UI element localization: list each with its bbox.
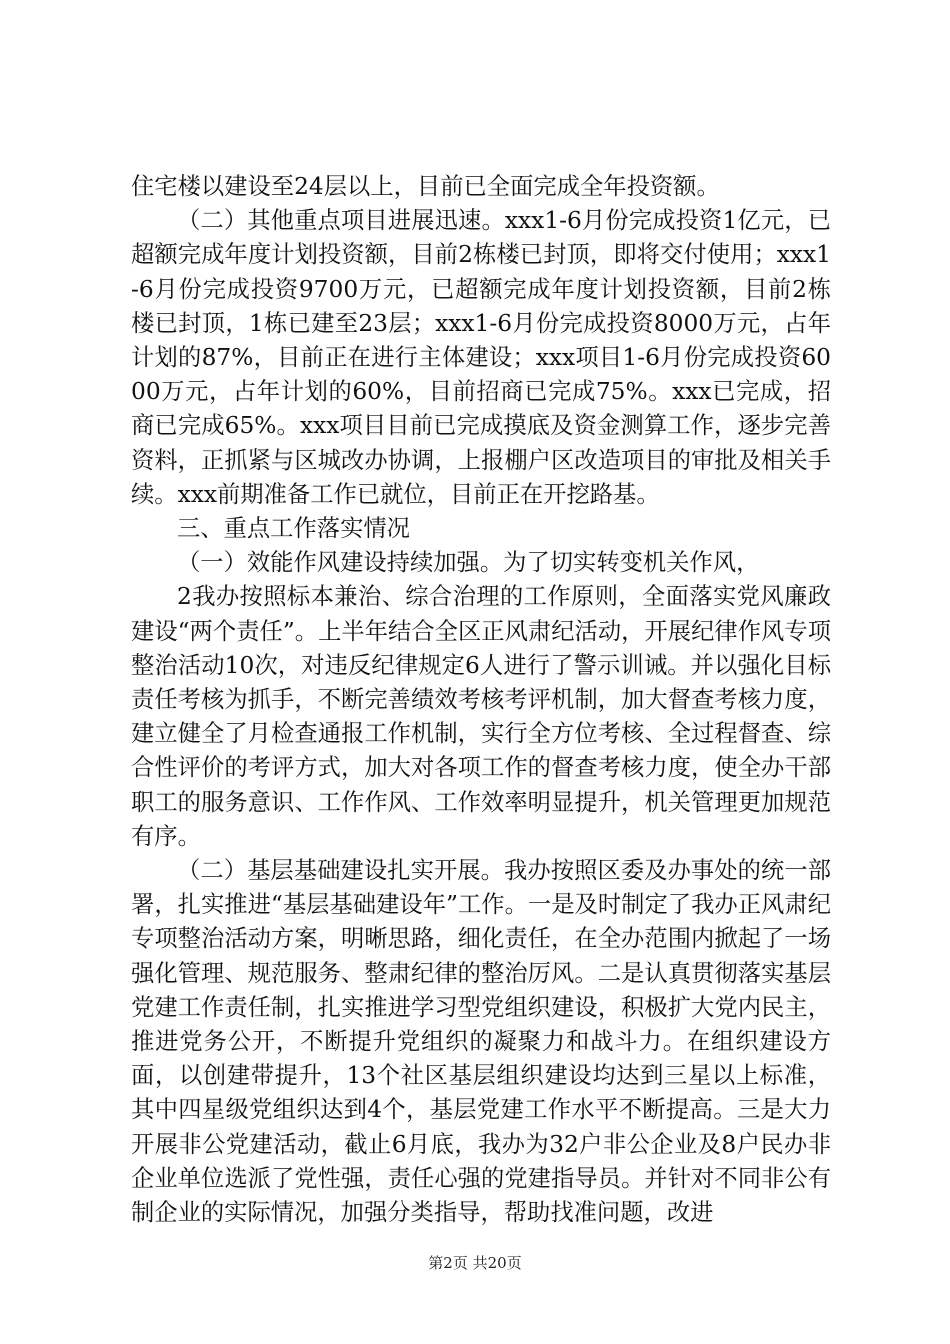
section-heading: 三、重点工作落实情况 — [177, 515, 410, 543]
paragraph-grassroots: （二）基层基础建设扎实开展。我办按照区委及办事处的统一部署，扎实推进“基层基础建设年”工作。一是及时制定了我办正风肃纪专项整治活动方案，明晰思路，细化责任，在全办范围内掀起了一场强化管理、规范服务、整肃纪律的整治厉风。二是认真贯彻落实基层党建工作责任制，扎实推进学习型党组织建设，积极扩大党内民主，推进党务公开，不断提升党组织的凝聚力和战斗力。在组织建设方面，以创建带提升，13个社区基层组织建设均达到三星以上标准，其中四星级党组织达到4个，基层党建工作水平不断提高。三是大力开展非公党建活动，截止6月底，我办为32户非公企业及8户民办非企业单位选派了党性强，责任心强的党建指导员。并针对不同非公有制企业的实际情况，加强分类指导，帮助找准问题，改进 — [131, 857, 831, 1227]
document-body — [131, 170, 831, 1230]
page-number-footer: 第2页 共20页 — [428, 1254, 522, 1272]
paragraph-efficiency-style: （一）效能作风建设持续加强。为了切实转变机关作风， — [177, 549, 760, 577]
paragraph-continuation: 住宅楼以建设至24层以上，目前已全面完成全年投资额。 — [131, 173, 720, 200]
paragraph-key-projects: （二）其他重点项目进展迅速。xxx1-6月份完成投资1亿元，已超额完成年度计划投资额，目前2栋楼已封顶，即将交付使用；xxx1-6月份完成投资9700万元，已超额完成年度计划投资额，目前2栋楼已封顶，1栋已建至23层；xxx1-6月份完成投资8000万元，占年计划的87%，目前正在进行主体建设；xxx项目1-6月份完成投资6000万元，占年计划的60%，目前招商已完成75%。xxx已完成，招商已完成65%。xxx项目目前已完成摸底及资金测算工作，逐步完善资料，正抓紧与区城改办协调，上报棚户区改造项目的审批及相关手续。xxx前期准备工作已就位，目前正在开挖路基。 — [131, 207, 831, 508]
paragraph-party-conduct: 2我办按照标本兼治、综合治理的工作原则，全面落实党风廉政建设“两个责任”。上半年结合全区正风肃纪活动，开展纪律作风专项整治活动10次，对违反纪律规定6人进行了警示训诫。并以强化目标责任考核为抓手，不断完善绩效考核考评机制，加大督查考核力度，建立健全了月检查通报工作机制，实行全方位考核、全过程督查、综合性评价的考评方式，加大对各项工作的督查考核力度，使全办干部职工的服务意识、工作作风、工作效率明显提升，机关管理更加规范有序。 — [131, 583, 831, 850]
